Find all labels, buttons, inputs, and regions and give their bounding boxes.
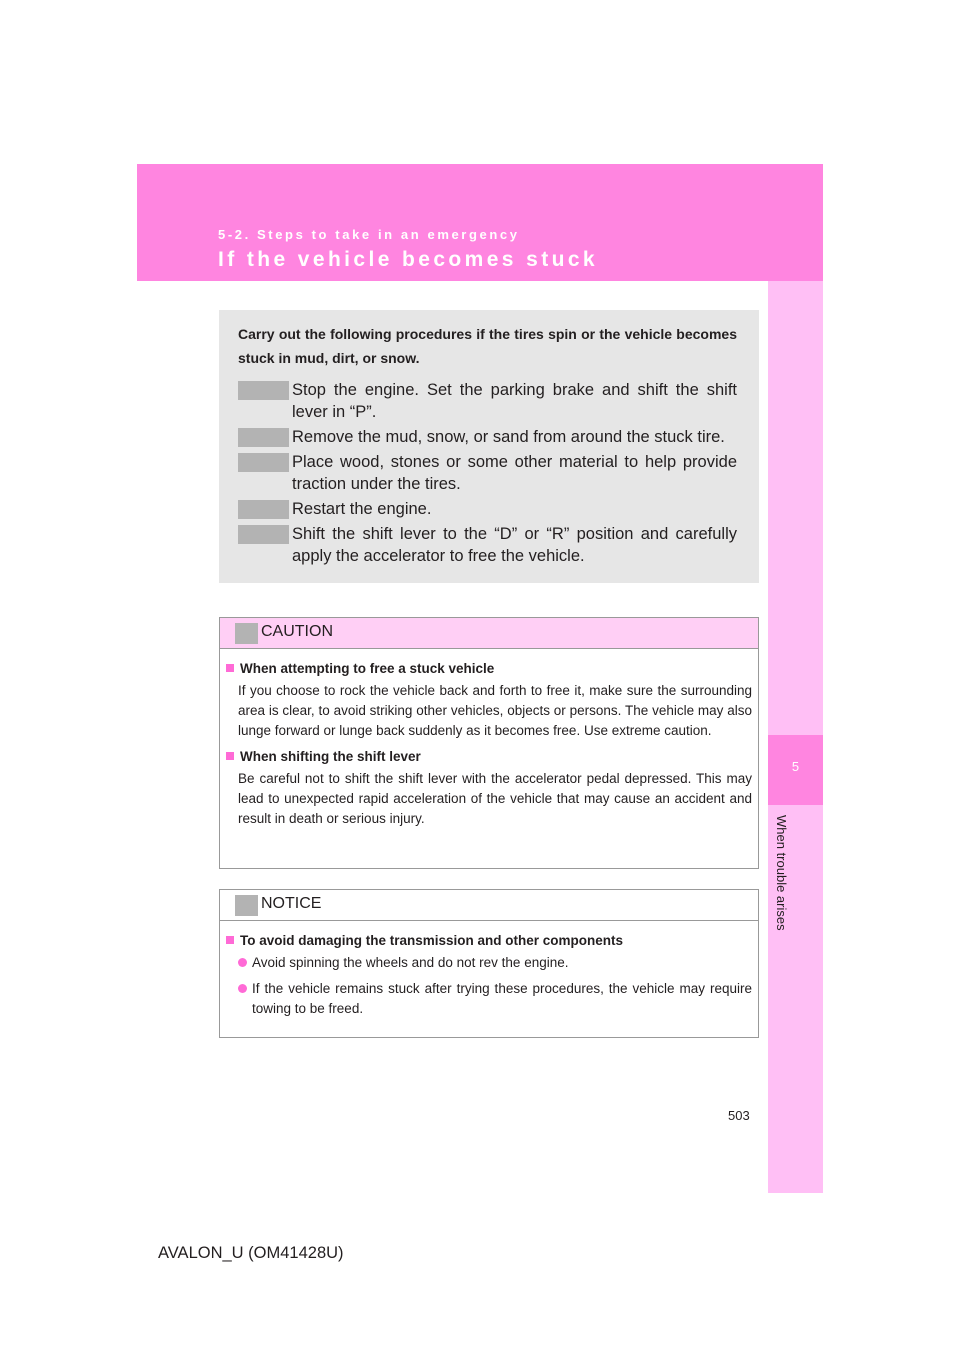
notice-body [220, 921, 758, 1019]
procedure-step [238, 379, 737, 423]
step-marker-icon [238, 428, 289, 447]
step-text: Stop the engine. Set the parking brake and shift the shift lever in “P”. [292, 381, 737, 421]
page-title: If the vehicle becomes stuck [218, 248, 598, 271]
notice-label: NOTICE [261, 895, 322, 912]
step-marker-icon [238, 381, 289, 400]
topic-heading-text: To avoid damaging the transmission and other components [240, 933, 624, 948]
caution-topic-heading [226, 659, 752, 679]
square-bullet-icon [226, 664, 234, 672]
step-text: Remove the mud, snow, or sand from around the stuck tire. [292, 428, 725, 446]
notice-icon [235, 895, 258, 916]
notice-bullet [238, 953, 752, 973]
procedure-box [219, 310, 759, 583]
circle-bullet-icon [238, 984, 247, 993]
caution-icon [235, 623, 258, 644]
bullet-text: Avoid spinning the wheels and do not rev the engine. [252, 955, 569, 970]
caution-box [219, 617, 759, 869]
step-marker-icon [238, 500, 289, 519]
caution-header [220, 618, 758, 649]
bullet-text: If the vehicle remains stuck after trying these procedures, the vehicle may require towing to be freed. [252, 981, 752, 1016]
procedure-step [238, 451, 737, 495]
topic-heading-text: When attempting to free a stuck vehicle [240, 661, 495, 676]
notice-bullet [238, 979, 752, 1019]
section-label: 5-2. Steps to take in an emergency [218, 227, 520, 242]
square-bullet-icon [226, 936, 234, 944]
procedure-step [238, 498, 737, 520]
procedure-step [238, 426, 737, 448]
procedure-intro: Carry out the following procedures if the tires spin or the vehicle becomes stuck in mud, dirt, or snow. [238, 326, 737, 366]
caution-body [220, 649, 758, 829]
topic-heading-text: When shifting the shift lever [240, 749, 421, 764]
chapter-number: 5 [791, 759, 800, 774]
page-number: 503 [728, 1108, 750, 1123]
square-bullet-icon [226, 752, 234, 760]
footer-model-code: AVALON_U (OM41428U) [158, 1244, 344, 1262]
step-marker-icon [238, 453, 289, 472]
step-text: Place wood, stones or some other material to help provide traction under the tires. [292, 453, 737, 493]
step-text: Shift the shift lever to the “D” or “R” position and carefully apply the accelerator to free the vehicle. [292, 525, 737, 565]
circle-bullet-icon [238, 958, 247, 967]
notice-header [220, 890, 758, 921]
caution-topic-text: If you choose to rock the vehicle back and forth to free it, make sure the surrounding area is clear, to avoid striking other vehicles, objects or persons. The vehicle may also lunge forward or lunge back suddenly as it becomes free. Use extreme caution. [238, 683, 752, 738]
step-marker-icon [238, 525, 289, 544]
notice-box [219, 889, 759, 1038]
step-text: Restart the engine. [292, 500, 432, 518]
caution-topic-heading [226, 747, 752, 767]
procedure-step [238, 523, 737, 567]
chapter-title: When trouble arises [774, 815, 789, 931]
notice-topic-heading [226, 931, 752, 951]
caution-topic-text: Be careful not to shift the shift lever with the accelerator pedal depressed. This may lead to unexpected rapid acceleration of the vehicle that may cause an accident and result in death or serious injury. [238, 771, 752, 826]
caution-label: CAUTION [261, 623, 333, 640]
